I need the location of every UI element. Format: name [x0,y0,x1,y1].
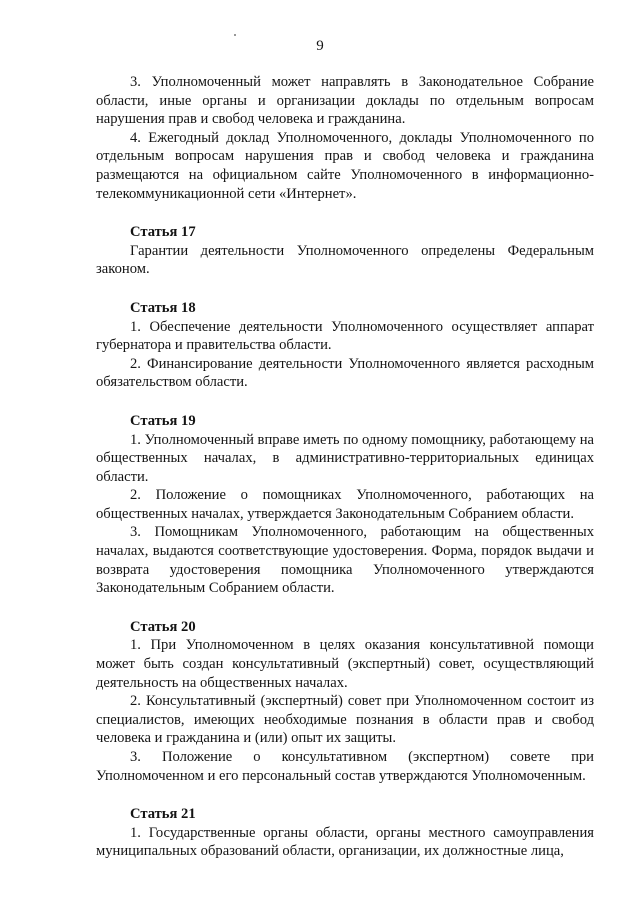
scan-speck [234,34,236,36]
article-heading: Статья 18 [130,299,196,316]
document-body [96,73,594,861]
paragraph: 3. Уполномоченный может направлять в Законодательное Собрание области, иные органы и организации доклады по отдельным вопросам нарушения прав и свобод человека и гражданина. [96,74,594,128]
paragraph: 2. Финансирование деятельности Уполномоченного является расходным обязательством области. [96,355,594,391]
article-heading: Статья 19 [130,412,196,429]
paragraph: 1. Уполномоченный вправе иметь по одному помощнику, работающему на общественных началах, в административно-территориальных единицах области. [96,431,594,485]
paragraph: 4. Ежегодный доклад Уполномоченного, доклады Уполномоченного по отдельным вопросам нарушения прав и свобод человека и гражданина размещаются на официальном сайте Уполномоченного в информационно-телекоммуникационной сети «Интернет». [96,129,594,202]
article-heading: Статья 21 [130,806,196,823]
article-21 [96,805,594,861]
paragraph: 3. Помощникам Уполномоченного, работающим на общественных началах, выдаются соответствующие удостоверения. Форма, порядок выдачи и возврата удостоверения помощника Уполномоченного утверждаются Законодательным Собранием области. [96,524,594,597]
paragraph: 1. Обеспечение деятельности Уполномоченного осуществляет аппарат губернатора и правительства области. [96,318,594,354]
page-number: 9 [316,38,324,54]
paragraph: 1. При Уполномоченном в целях оказания консультативной помощи может быть создан консультативный (экспертный) совет, осуществляющий деятельность на общественных началах. [96,637,594,691]
paragraph: 1. Государственные органы области, органы местного самоуправления муниципальных образований области, организации, их должностные лица, [96,824,594,860]
article-heading: Статья 17 [130,224,196,241]
article-17 [96,223,594,279]
paragraph: 2. Положение о помощниках Уполномоченного, работающих на общественных началах, утверждается Законодательным Собранием области. [96,487,594,522]
paragraph: 3. Положение о консультативном (экспертном) совете при Уполномоченном и его персональный состав утверждаются Уполномоченным. [96,749,594,784]
article-19 [96,412,594,598]
paragraph: 2. Консультативный (экспертный) совет при Уполномоченном состоит из специалистов, имеющих необходимые познания в области прав и свобод человека и гражданина и (или) опыт их защиты. [96,693,594,747]
article-heading: Статья 20 [130,618,196,635]
paragraph: Гарантии деятельности Уполномоченного определены Федеральным законом. [96,242,594,278]
article-18 [96,299,594,392]
article-20 [96,618,594,785]
